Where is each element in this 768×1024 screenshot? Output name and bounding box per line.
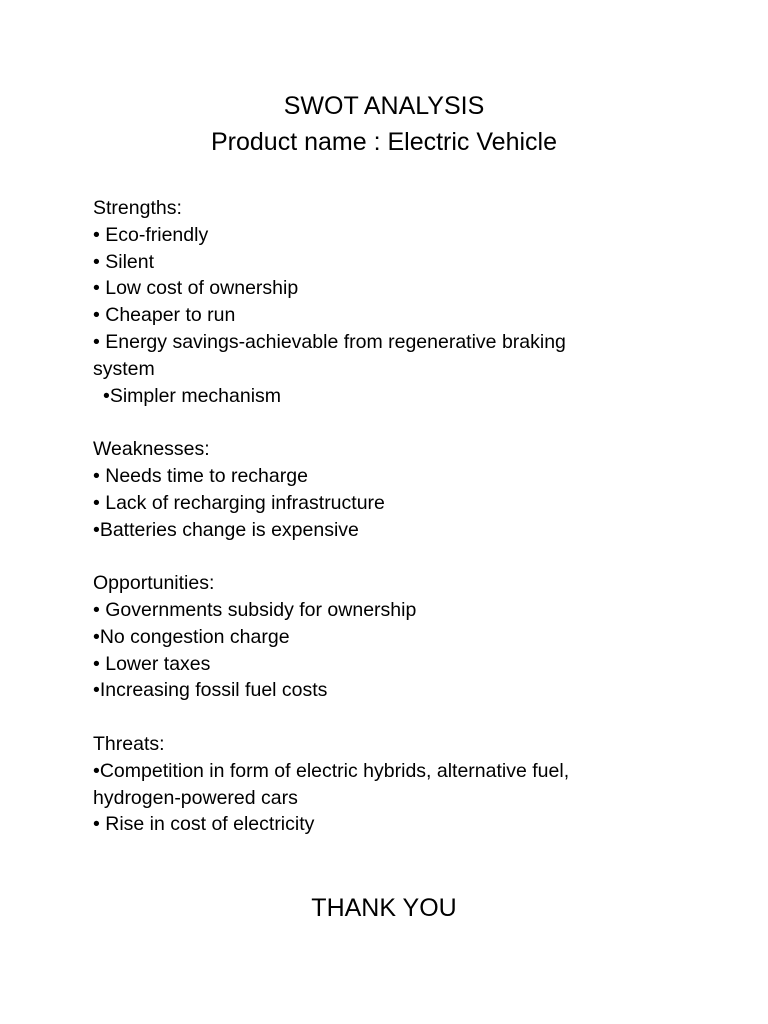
strength-item: • Low cost of ownership — [93, 277, 299, 300]
strength-item: • Energy savings-achievable from regenerative braking — [93, 330, 566, 353]
threat-item-continuation: hydrogen-powered cars — [93, 786, 298, 809]
opportunity-item: • Lower taxes — [93, 652, 211, 675]
threats-section — [93, 731, 693, 838]
document-title: SWOT ANALYSIS — [283, 92, 485, 120]
document-subtitle: Product name : Electric Vehicle — [211, 128, 557, 156]
section-spacer — [93, 704, 693, 731]
opportunity-item: •Increasing fossil fuel costs — [93, 679, 328, 702]
strength-item: • Eco-friendly — [93, 223, 209, 246]
opportunities-section — [93, 570, 693, 704]
section-spacer — [93, 543, 693, 570]
opportunities-heading: Opportunities: — [93, 572, 215, 595]
threat-item: •Competition in form of electric hybrids, alternative fuel, — [93, 759, 570, 782]
threat-item: • Rise in cost of electricity — [93, 813, 315, 836]
opportunity-item: •No congestion charge — [93, 625, 290, 648]
strengths-heading: Strengths: — [93, 197, 182, 219]
weaknesses-heading: Weaknesses: — [93, 438, 210, 461]
strength-item: • Cheaper to run — [93, 304, 236, 327]
strengths-section — [93, 195, 693, 409]
weakness-item: • Needs time to recharge — [93, 464, 308, 487]
strength-item: • Silent — [93, 250, 155, 273]
strength-item-continuation: system — [93, 357, 155, 380]
weaknesses-section — [93, 436, 693, 543]
strength-item: •Simpler mechanism — [103, 384, 282, 407]
weakness-item: •Batteries change is expensive — [93, 518, 359, 541]
section-spacer — [93, 409, 693, 436]
closing-text: THANK YOU — [311, 894, 457, 922]
opportunity-item: • Governments subsidy for ownership — [93, 598, 417, 621]
swot-body — [93, 195, 693, 838]
threats-heading: Threats: — [93, 732, 165, 755]
weakness-item: • Lack of recharging infrastructure — [93, 491, 385, 514]
